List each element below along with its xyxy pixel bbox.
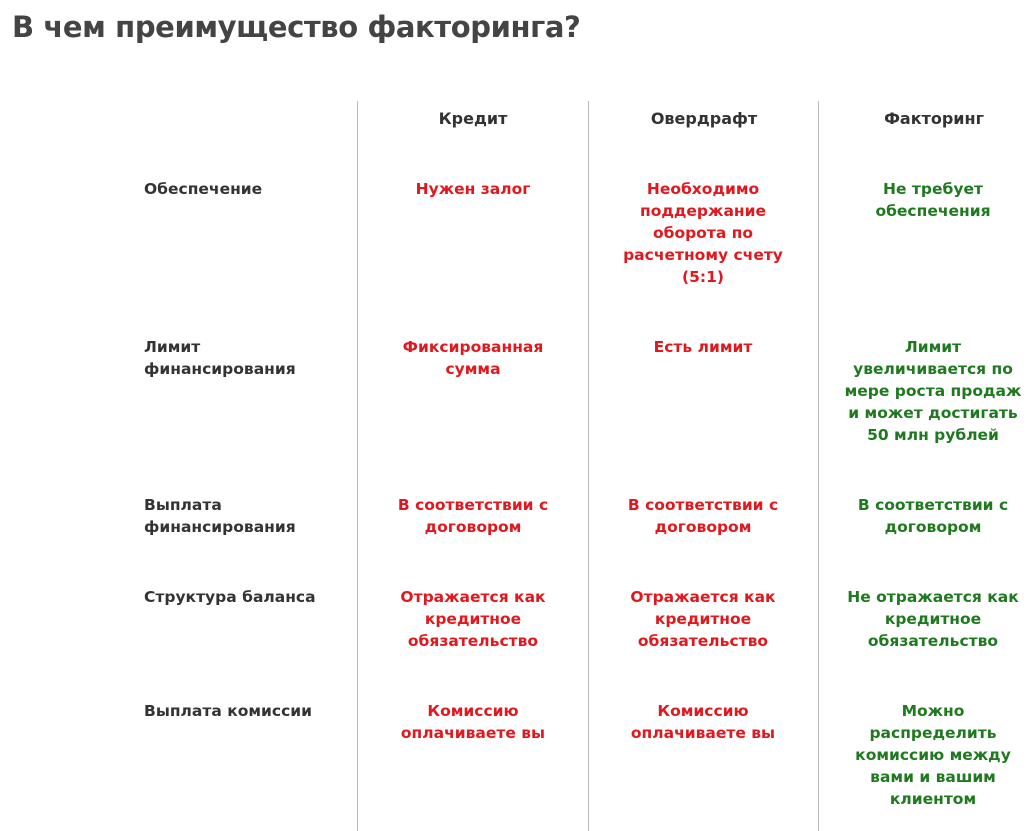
cell-overdraft-balance: Отражается как кредитное обязательство — [630, 588, 776, 650]
column-header-credit: Кредит — [438, 109, 508, 128]
cell-factoring-commission: Можно распределить комиссию между вами и вашим клиентом — [855, 702, 1011, 808]
cell-factoring-balance: Не отражается как кредитное обязательство — [847, 588, 1019, 650]
cell-overdraft-limit: Есть лимит — [653, 338, 753, 356]
cell-overdraft-repayment: В соответствии с договором — [627, 496, 779, 536]
column-divider — [818, 101, 819, 831]
row-label-collateral: Обеспечение — [144, 180, 263, 198]
cell-overdraft-commission: Комиссию оплачиваете вы — [630, 702, 776, 742]
cell-credit-commission: Комиссию оплачиваете вы — [400, 702, 546, 742]
cell-factoring-limit: Лимит увеличивается по мере роста продаж и может достигать 50 млн рублей — [844, 338, 1022, 444]
column-divider — [588, 101, 589, 831]
column-header-factoring: Факторинг — [884, 109, 984, 128]
column-divider — [357, 101, 358, 831]
cell-credit-limit: Фиксированная сумма — [402, 338, 544, 378]
row-label-financing-repayment: Выплата финансирования — [144, 496, 296, 536]
column-header-overdraft: Овердрафт — [650, 109, 758, 128]
cell-factoring-collateral: Не требует обеспечения — [875, 180, 991, 220]
cell-credit-balance: Отражается как кредитное обязательство — [400, 588, 546, 650]
cell-factoring-repayment: В соответствии с договором — [857, 496, 1009, 536]
row-label-commission-payment: Выплата комиссии — [144, 702, 312, 720]
cell-credit-repayment: В соответствии с договором — [397, 496, 549, 536]
cell-overdraft-collateral: Необходимо поддержание оборота по расчетному счету (5:1) — [623, 180, 783, 286]
row-label-balance-structure: Структура баланса — [144, 588, 316, 606]
row-label-financing-limit: Лимит финансирования — [144, 338, 296, 378]
page-title: В чем преимущество факторинга? — [12, 10, 581, 44]
cell-credit-collateral: Нужен залог — [415, 180, 531, 198]
